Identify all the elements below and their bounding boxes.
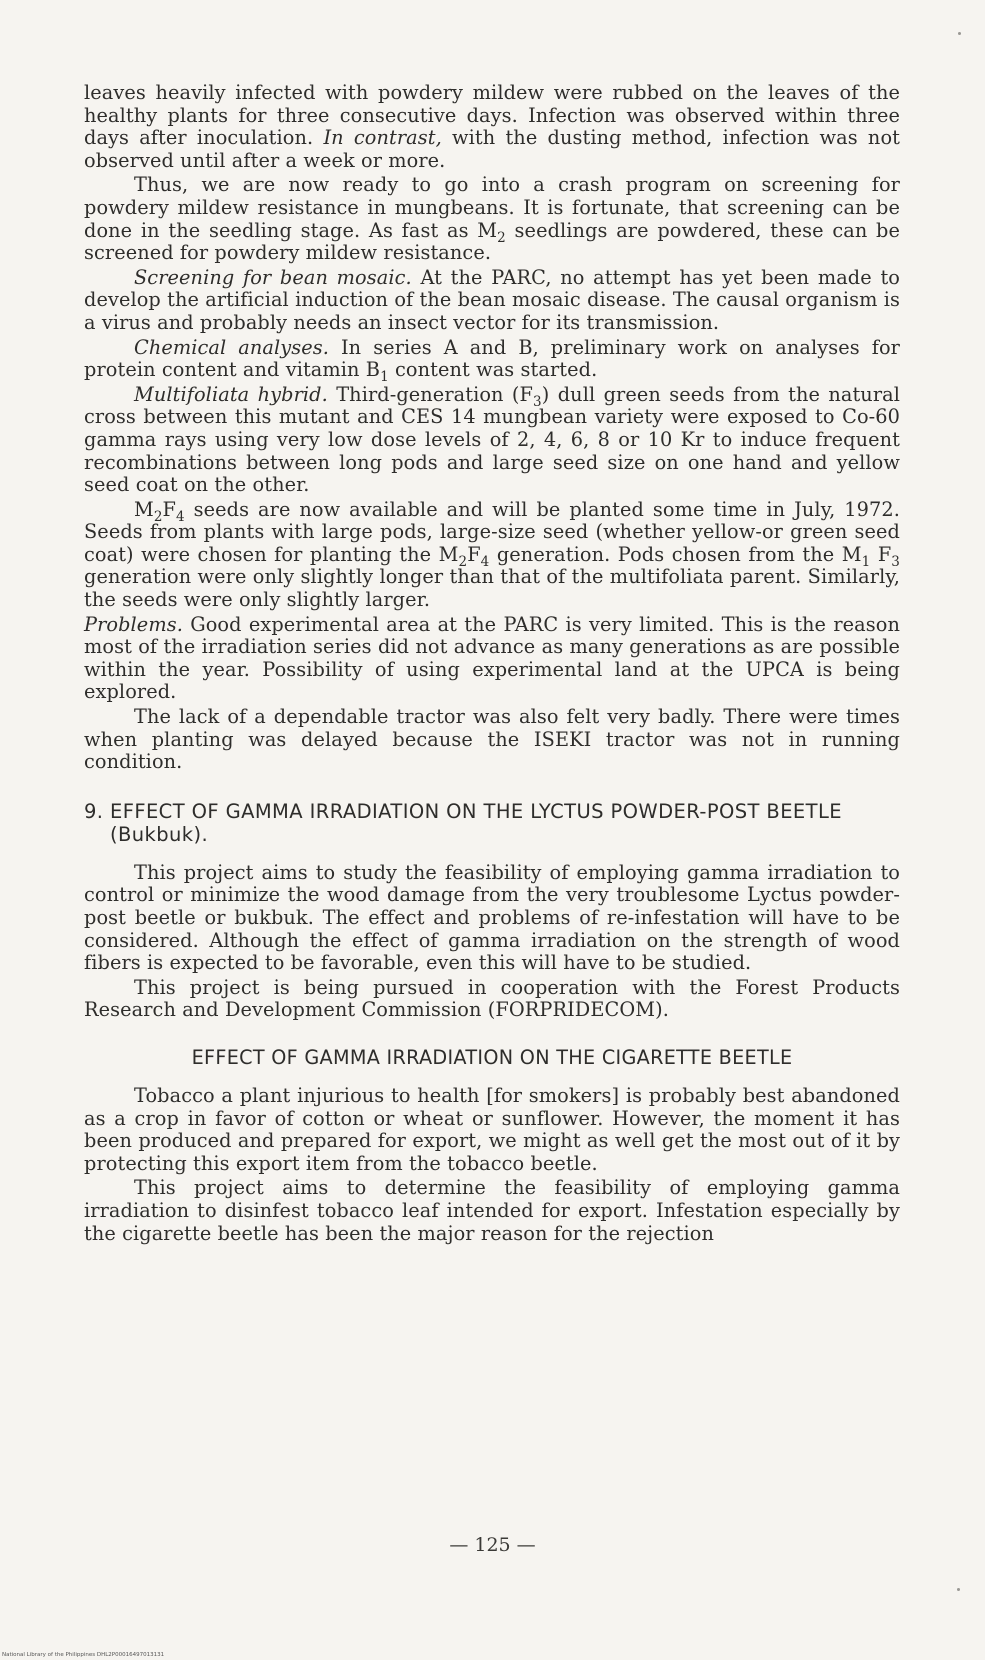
italic-run-in: In contrast, [323, 126, 442, 150]
text-run: content was started. [388, 358, 598, 382]
paragraph [84, 862, 900, 975]
scan-speck [957, 1588, 960, 1591]
text-run: This project is being pursued in cooperation with the Forest Products Research and Development Commission (FORPRIDECOM). [84, 975, 900, 1022]
paragraph [84, 174, 900, 264]
text-run: generation were only slightly longer than that of the multifoliata parent. Similarly, the seeds were only slightly larger. [84, 565, 900, 612]
text-run: generation. Pods chosen from the M [489, 542, 862, 566]
text-run: Thus, we are now ready to go into a crash program on screening for powdery mildew resistance in mungbeans. It is fortunate, that screening can be done in the seedling stage. As fast as M [84, 173, 900, 242]
subscript: 1 [380, 368, 389, 385]
text-run: This project aims to determine the feasibility of employing gamma irradiation to disinfest tobacco leaf intended for export. Infestation especially by the cigarette beetle has been the major reason for the rejection [84, 1176, 900, 1245]
cigarette-beetle-heading: EFFECT OF GAMMA IRRADIATION ON THE CIGARETTE BEETLE [191, 1045, 793, 1069]
italic-run-in: Chemical analyses. [134, 335, 329, 359]
section-9-number: 9. [84, 799, 104, 823]
text-run: leaves heavily infected with powdery mildew were rubbed on the leaves of the healthy plants for three consecutive days. Infection was observed within three days after inoculation. [84, 81, 900, 150]
text-run: M [134, 497, 154, 521]
footer-credit: National Library of the Philippines DHL2P00016497013131 [2, 1652, 165, 1658]
text-run: ) dull green seeds from the natural cross between this mutant and CES 14 mungbean variety were exposed to Co-60 gamma rays using very low dose levels of 2, 4, 6, 8 or 10 Kr to induce frequent recombinations between long pods and large seed size on one hand and yellow seed coat on the other. [84, 382, 901, 497]
subscript: 2 [153, 508, 163, 525]
paragraph [84, 706, 900, 774]
scan-speck [958, 32, 961, 35]
paragraph [84, 82, 900, 172]
text-run: This project aims to study the feasibility of employing gamma irradiation to control or minimize the wood damage from the very troublesome Lyctus powder-post beetle or bukbuk. The effect and problems of re-infestation will have to be considered. Although the effect of gamma irradiation on the strength of wood fibers is expected to be favorable, even this will have to be studied. [84, 860, 900, 975]
text-run: The lack of a dependable tractor was also felt very badly. There were times when planting was delayed because the ISEKI tractor was not in running condition. [84, 705, 900, 774]
section-9-paragraphs [84, 862, 900, 1022]
text-run: F [162, 497, 177, 521]
text-run: with the dusting method, infection was not observed until after a week or more. [84, 126, 901, 172]
text-run: At the PARC, no attempt has yet been made to develop the artificial induction of the bean mosaic disease. The causal organism is a virus and probably needs an insect vector for its transmission. [84, 265, 901, 334]
subscript: 2 [458, 553, 468, 570]
text-run: seedlings are powdered, these can be screened for powdery mildew resistance. [84, 218, 900, 265]
paragraph [84, 614, 900, 704]
subscript: 3 [533, 393, 542, 410]
paragraph [84, 335, 900, 385]
italic-run-in: Screening for bean mosaic. [134, 265, 412, 289]
text-run: Third-generation (F [327, 382, 534, 406]
italic-run-in: Multifoliata hybrid. [134, 382, 328, 406]
paragraph [84, 384, 900, 497]
body-text [84, 82, 900, 1247]
continued-section-paragraphs [84, 82, 900, 774]
section-9-heading [84, 800, 900, 846]
text-run: Tobacco a plant injurious to health [for smokers] is probably best abandoned as a crop in favor of cotton or wheat or sunflower. However, the moment it has been produced and prepared for export, we might as well get the most out of it by protecting this export item from the tobacco beetle. [84, 1083, 900, 1175]
paragraph [84, 499, 900, 612]
paragraph [84, 267, 900, 335]
italic-run-in: Problems. [84, 612, 183, 636]
paragraph [84, 977, 900, 1022]
text-run: F [870, 542, 892, 566]
subscript: 4 [176, 508, 185, 525]
paragraph [84, 1085, 900, 1175]
paragraph [84, 1177, 900, 1245]
subscript: 1 [861, 553, 871, 570]
subscript: 3 [891, 553, 900, 570]
cigarette-beetle-paragraphs [84, 1085, 900, 1245]
subscript: 4 [480, 553, 490, 570]
page-number: — 125 — [449, 1534, 536, 1556]
text-run: In series A and B, preliminary work on analyses for protein content and vitamin B [84, 335, 900, 382]
subscript: 2 [497, 229, 506, 246]
section-9-title: EFFECT OF GAMMA IRRADIATION ON THE LYCTUS POWDER-POST BEETLE (Bukbuk). [110, 799, 842, 846]
text-run: seeds are now available and will be planted some time in July, 1972. Seeds from plants with large pods, large-size seed (whether yellow-or green seed coat) were chosen for planting the M [84, 497, 900, 566]
text-run: Good experimental area at the PARC is very limited. This is the reason most of the irradiation series did not advance as many generations as are possible within the year. Possibility of using experimental land at the UPCA is being explored. [84, 612, 900, 704]
text-run: F [467, 542, 481, 566]
